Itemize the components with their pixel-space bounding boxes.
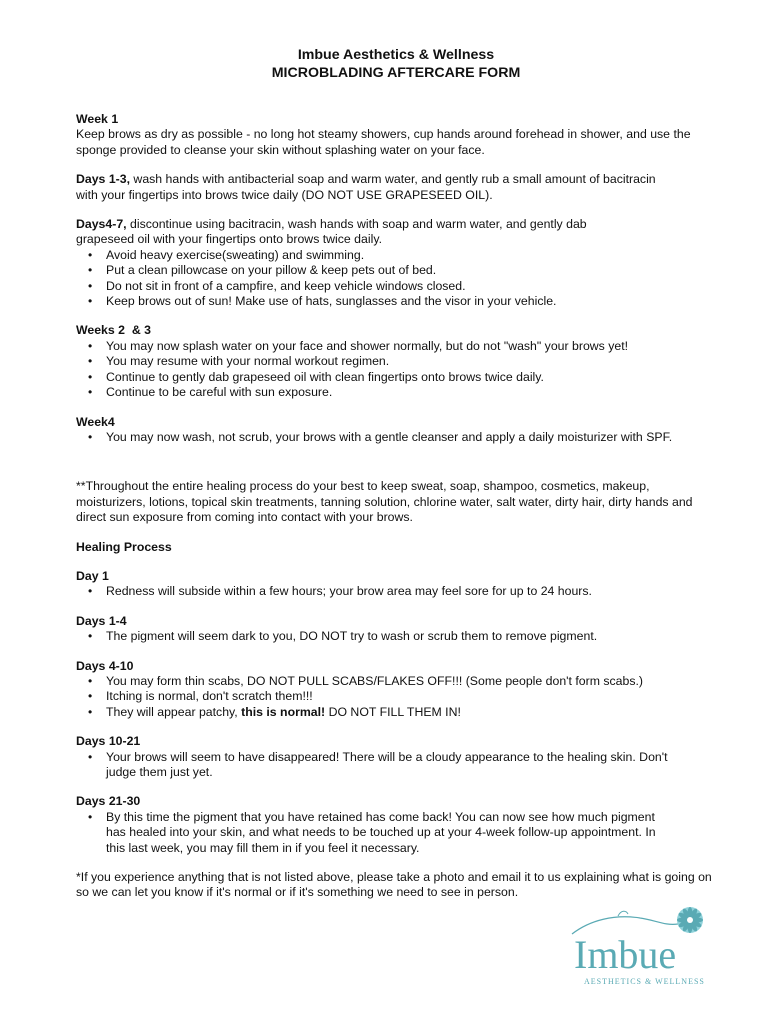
days1-4-heading: Days 1-4 xyxy=(76,613,127,628)
weeks2-3-heading: Weeks 2 & 3 xyxy=(76,323,151,338)
list-item: • By this time the pigment that you have retained has come back! You can now see how much pigment has healed into your skin, and what needs to be touched up at your 4-week follow-up appointment. In this last week, you may fill them in if you feel it necessary. xyxy=(88,809,656,855)
days21-30-section xyxy=(76,794,716,856)
flower-icon xyxy=(677,907,703,933)
list-item: • You may now splash water on your face and shower normally, but do not "wash" your brows yet! xyxy=(88,338,629,353)
week1-bullet-list xyxy=(76,248,716,310)
week4-heading: Week4 xyxy=(76,414,115,429)
healing-process-heading: Healing Process xyxy=(76,539,172,554)
week4-bullet-list xyxy=(76,430,716,445)
days10-21-section xyxy=(76,734,716,780)
list-item: • Continue to gently dab grapeseed oil with clean fingertips onto brows twice daily. xyxy=(88,369,544,384)
days10-21-heading: Days 10-21 xyxy=(76,734,141,749)
footer-note: *If you experience anything that is not listed above, please take a photo and email it to us explaining what is going on so we can let you know if it's normal or if it's something we need to see in person. xyxy=(76,870,712,900)
week4-section xyxy=(76,415,716,446)
days1-3-text: wash hands with antibacterial soap and warm water, and gently rub a small amount of bacitracin with your fingertips into brows twice daily (DO NOT USE GRAPESEED OIL). xyxy=(76,172,656,202)
logo-tagline: AESTHETICS & WELLNESS xyxy=(584,977,705,986)
list-item: • Avoid heavy exercise(sweating) and swimming. xyxy=(88,247,365,262)
week1-heading: Week 1 xyxy=(76,112,119,126)
logo-graphic xyxy=(570,904,720,990)
day1-section xyxy=(76,569,716,600)
days4-7-label: Days4-7, xyxy=(76,217,127,232)
list-item: • Continue to be careful with sun exposure. xyxy=(88,385,333,400)
days1-3-label: Days 1-3, xyxy=(76,172,131,187)
logo-word: Imbue xyxy=(574,932,677,977)
list-item: • You may resume with your normal workout regimen. xyxy=(88,354,390,369)
week1-section xyxy=(76,112,716,158)
days1-3-paragraph xyxy=(76,172,716,203)
document-page xyxy=(76,46,716,901)
days4-7-text: discontinue using bacitracin, wash hands with soap and warm water, and gently dab grapeseed oil with your fingertips onto brows twice daily. xyxy=(76,217,587,247)
weeks2-3-bullet-list xyxy=(76,339,716,401)
days4-10-section xyxy=(76,659,716,721)
weeks2-3-section xyxy=(76,323,716,400)
day1-heading: Day 1 xyxy=(76,568,109,583)
document-title: MICROBLADING AFTERCARE FORM xyxy=(271,65,521,81)
days21-30-heading: Days 21-30 xyxy=(76,794,141,809)
list-item: • Do not sit in front of a campfire, and keep vehicle windows closed. xyxy=(88,278,466,293)
document-header xyxy=(76,46,716,82)
list-item: • You may form thin scabs, DO NOT PULL SCABS/FLAKES OFF!!! (Some people don't form scabs.) xyxy=(88,673,644,688)
list-item: • The pigment will seem dark to you, DO NOT try to wash or scrub them to remove pigment. xyxy=(88,629,598,644)
list-item: • Itching is normal, don't scratch them!!! xyxy=(88,689,313,704)
throughout-note: **Throughout the entire healing process do your best to keep sweat, soap, shampoo, cosmetics, makeup, moisturizers, lotions, topical skin treatments, tanning solution, chlorine water, salt water, dirty hair, dirty hands and direct sun exposure from coming into contact with your brows. xyxy=(76,479,693,525)
company-name: Imbue Aesthetics & Wellness xyxy=(297,47,495,63)
imbue-logo xyxy=(570,904,720,990)
days1-4-section xyxy=(76,614,716,645)
healing-process-heading-block xyxy=(76,540,716,555)
list-item: • Redness will subside within a few hours; your brow area may feel sore for up to 24 hours. xyxy=(88,584,592,599)
list-item: • Put a clean pillowcase on your pillow & keep pets out of bed. xyxy=(88,263,437,278)
leaf-decoration xyxy=(618,911,628,916)
list-item: • They will appear patchy, this is normal! DO NOT FILL THEM IN! xyxy=(88,704,461,719)
footer-note-block xyxy=(76,870,716,901)
days4-10-heading: Days 4-10 xyxy=(76,658,134,673)
list-item: • Your brows will seem to have disappeared! There will be a cloudy appearance to the healing skin. Don't judge them just yet. xyxy=(88,749,668,779)
days4-7-paragraph xyxy=(76,217,716,309)
week1-text: Keep brows as dry as possible - no long hot steamy showers, cup hands around forehead in shower, and use the sponge provided to cleanse your skin without splashing water on your face. xyxy=(76,127,691,157)
list-item: • You may now wash, not scrub, your brows with a gentle cleanser and apply a daily moisturizer with SPF. xyxy=(88,429,673,444)
list-item: • Keep brows out of sun! Make use of hats, sunglasses and the visor in your vehicle. xyxy=(88,294,557,309)
